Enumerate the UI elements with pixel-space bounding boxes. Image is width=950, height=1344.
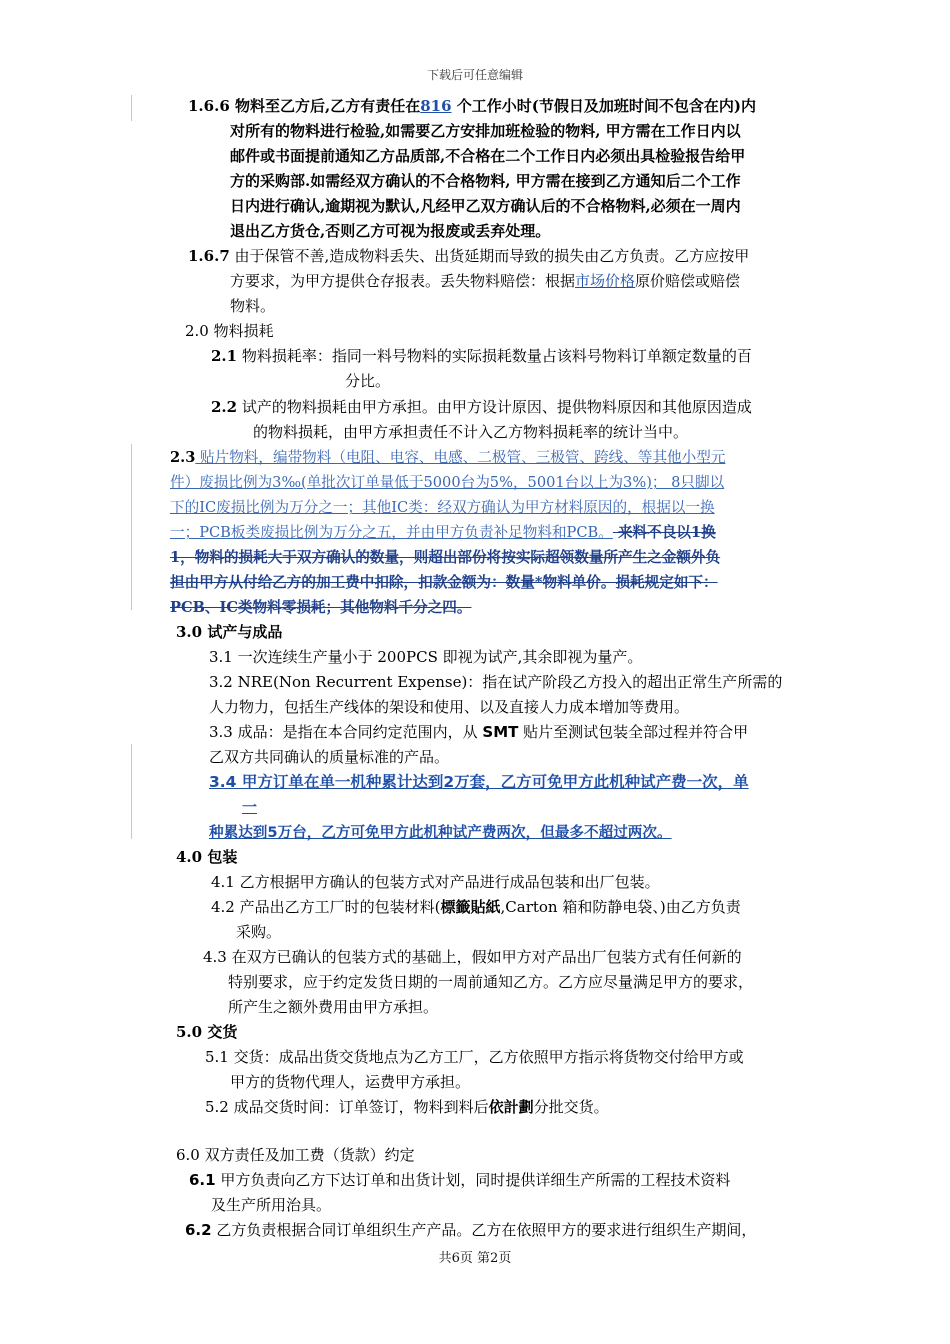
revision-bar	[131, 744, 132, 839]
clause-2-3-line-3: 下的IC废损比例为万分之一；其他IC类：经双方确认为甲方材料原因的，根据以一换	[170, 499, 715, 516]
clause-number: 1.6.6	[188, 97, 230, 115]
clause-3-4-line-2: 一	[242, 798, 258, 816]
clause-3-4-line-1: 3.4 甲方订单在单一机种累计达到2万套，乙方可免甲方此机种试产费一次，单	[209, 773, 749, 791]
clause-1-6-7-line-3: 物料。	[230, 297, 276, 315]
section-4-title: 4.0 包装	[176, 848, 238, 866]
deleted-text: 来料不良以1换	[612, 524, 716, 541]
clause-3-3-line-2: 乙双方共同确认的质量标准的产品。	[209, 748, 450, 766]
clause-6-1-line-2: 及生产所用治具。	[211, 1196, 332, 1214]
clause-2-3-line-6: 担由甲方从付给乙方的加工费中扣除，扣款金额为：数量*物料单价。损耗规定如下：	[170, 574, 718, 591]
clause-2-3-line-1	[170, 445, 725, 470]
clause-3-2-line-1: 3.2 NRE(Non Recurrent Expense)：指在试产阶段乙方投入的超出正常生产所需的	[209, 673, 783, 691]
page-header: 下载后可任意编辑	[426, 68, 523, 82]
clause-4-2-line-1: 4.2 产品出乙方工厂时的包装材料(標籤貼紙,Carton 箱和防静电袋、)由乙方负责	[211, 898, 741, 916]
clause-1-6-6-line-1: 1.6.6 物料至乙方后,乙方有责任在816 个工作小时(节假日及加班时间不包含在内)内	[188, 97, 756, 115]
clause-3-4-line-3: 种累达到5万台，乙方可免甲方此机种试产费两次，但最多不超过两次。	[209, 824, 672, 841]
section-6-title: 6.0 双方责任及加工费（货款）约定	[176, 1146, 415, 1164]
clause-1-6-7-line-1: 1.6.7 由于保管不善,造成物料丢失、出货延期而导致的损失由乙方负责。乙方应按甲	[188, 247, 750, 265]
clause-4-3-line-3: 所产生之额外费用由甲方承担。	[228, 998, 439, 1016]
clause-3-1: 3.1 一次连续生产量小于 200PCS 即视为试产,其余即视为量产。	[209, 648, 643, 666]
clause-number: 2.3	[170, 449, 196, 466]
inserted-text: 贴片物料，编带物料（电阻、电容、电感、二极管、三极管、跨线、等其他小型元	[195, 449, 726, 466]
clause-5-1-line-2: 甲方的货物代理人，运费甲方承担。	[230, 1073, 471, 1091]
clause-4-2-line-2: 采购。	[236, 923, 282, 941]
clause-1-6-6-line-3: 邮件或书面提前通知乙方品质部,不合格在二个工作日内必须出具检验报告给甲	[230, 147, 746, 165]
clause-4-1: 4.1 乙方根据甲方确认的包装方式对产品进行成品包装和出厂包装。	[211, 873, 660, 891]
clause-1-6-6-line-6: 退出乙方货仓,否则乙方可视为报废或丢弃处理。	[230, 222, 551, 240]
clause-4-3-line-2: 特别要求，应于约定发货日期的一周前通知乙方。乙方应尽量满足甲方的要求，	[228, 973, 754, 991]
revision-bar	[131, 95, 132, 121]
clause-5-1-line-1: 5.1 交货：成品出货交货地点为乙方工厂，乙方依照甲方指示将货物交付给甲方或	[205, 1048, 744, 1066]
inserted-text: 一；PCB板类废损比例为万分之五，并由甲方负责补足物料和PCB。	[170, 524, 613, 541]
revision-bar	[131, 444, 132, 610]
section-3-title: 3.0 试产与成品	[176, 623, 283, 641]
clause-number: 1.6.7	[188, 247, 230, 265]
clause-2-1-line-1: 2.1 物料损耗率：指同一料号物料的实际损耗数量占该料号物料订单额定数量的百	[211, 347, 752, 365]
market-price-link[interactable]: 市场价格	[575, 272, 636, 290]
clause-6-2-line-1: 6.2 乙方负责根据合同订单组织生产产品。乙方在依照甲方的要求进行组织生产期间，	[185, 1221, 757, 1239]
section-2-title: 2.0 物料损耗	[185, 322, 274, 340]
clause-2-3-line-7: PCB、IC类物料零损耗；其他物料千分之四。	[170, 599, 472, 616]
clause-3-3-line-1: 3.3 成品：是指在本合同约定范围内，从 SMT 贴片至测试包装全部过程并符合甲	[209, 723, 749, 741]
clause-1-6-6-line-2: 对所有的物料进行检验,如需要乙方安排加班检验的物料, 甲方需在工作日内以	[230, 122, 741, 140]
clause-2-2-line-1: 2.2 试产的物料损耗由甲方承担。由甲方设计原因、提供物料原因和其他原因造成	[211, 398, 752, 416]
clause-5-2: 5.2 成品交货时间：订单签订，物料到料后依計劃分批交货。	[205, 1098, 609, 1116]
page-footer: 共6页 第2页	[438, 1251, 512, 1266]
clause-2-3-line-5: 1，物料的损耗大于双方确认的数量，则超出部份将按实际超领数量所产生之金额外负	[170, 549, 721, 566]
clause-6-1-line-1: 6.1 甲方负责向乙方下达订单和出货计划，同时提供详细生产所需的工程技术资料	[189, 1171, 731, 1189]
clause-1-6-7-line-2: 方要求，为甲方提供仓存报表。丢失物料赔偿：根据市场价格原价赔偿或赔偿	[230, 272, 741, 290]
clause-3-2-line-2: 人力物力，包括生产线体的架设和使用、以及直接人力成本增加等费用。	[209, 698, 690, 716]
clause-2-2-line-2: 的物料损耗，由甲方承担责任不计入乙方物料损耗率的统计当中。	[253, 423, 689, 441]
clause-2-1-line-2: 分比。	[345, 372, 391, 390]
section-5-title: 5.0 交货	[176, 1023, 238, 1041]
clause-4-3-line-1: 4.3 在双方已确认的包装方式的基础上，假如甲方对产品出厂包装方式有任何新的	[203, 948, 742, 966]
clause-2-3-line-4	[170, 520, 716, 545]
clause-1-6-6-line-5: 日内进行确认,逾期视为默认,凡经甲乙双方确认后的不合格物料,必须在一周内	[230, 197, 741, 215]
clause-1-6-6-line-4: 方的采购部.如需经双方确认的不合格物料, 甲方需在接到乙方通知后二个工作	[230, 172, 741, 190]
working-hours-value: 816	[420, 97, 452, 115]
clause-2-3-line-2: 件）废损比例为3‰(单批次订单量低于5000台为5%，5001台以上为3%)； 8只脚以	[170, 474, 725, 491]
